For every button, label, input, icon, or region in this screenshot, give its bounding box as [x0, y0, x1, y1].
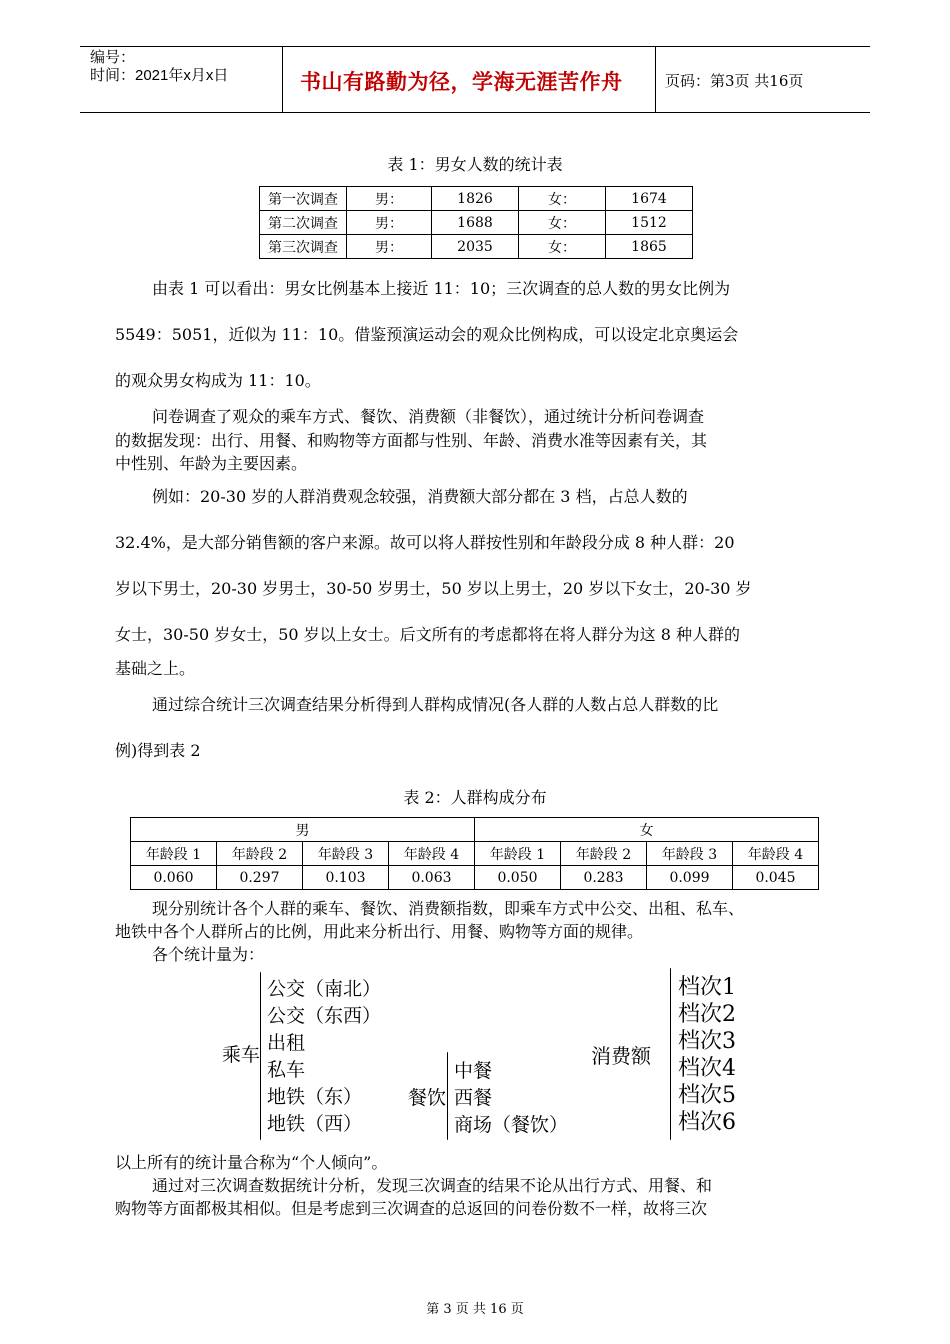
paragraph-line: 5549：5051，近似为 11：10。借鉴预演运动会的观众比例构成，可以设定北京奥运会 — [115, 325, 739, 344]
dining-item: 中餐 — [454, 1060, 493, 1082]
table-cell: 0.045 — [733, 866, 819, 890]
paragraph-line: 以上所有的统计量合称为“个人倾向”。 — [115, 1153, 388, 1172]
paragraph-line: 例如：20-30 岁的人群消费观念较强，消费额大部分都在 3 档，占总人数的 — [152, 487, 688, 506]
spending-grade: 档次6 — [678, 1110, 736, 1135]
spending-grade: 档次3 — [678, 1029, 736, 1054]
table-cell: 第一次调查 — [260, 187, 347, 211]
header-number: 编号： — [90, 49, 136, 66]
table-row — [260, 211, 693, 235]
paragraph-line: 地铁中各个人群所占的比例，用此来分析出行、用餐、购物等方面的规律。 — [115, 922, 644, 941]
table-header-cell: 年龄段 2 — [217, 842, 303, 866]
table1-caption: 表 1：男女人数的统计表 — [387, 155, 563, 174]
table-cell: 1826 — [432, 187, 519, 211]
table-cell: 0.099 — [647, 866, 733, 890]
table-cell: 2035 — [432, 235, 519, 259]
table-row — [131, 842, 819, 866]
transport-item: 公交（南北） — [267, 978, 382, 1000]
left-brace-icon — [260, 972, 261, 1140]
table-header-cell: 年龄段 4 — [733, 842, 819, 866]
table-cell: 第三次调查 — [260, 235, 347, 259]
header-top-rule — [80, 46, 870, 47]
transport-item: 出租 — [267, 1032, 306, 1054]
table-cell: 1674 — [606, 187, 693, 211]
table-cell: 0.283 — [561, 866, 647, 890]
table-cell: 0.103 — [303, 866, 389, 890]
paragraph-line: 现分别统计各个人群的乘车、餐饮、消费额指数，即乘车方式中公交、出租、私车、 — [152, 899, 745, 918]
spending-grade: 档次4 — [678, 1056, 736, 1081]
table-cell: 1512 — [606, 211, 693, 235]
table-cell: 1865 — [606, 235, 693, 259]
spending-grade: 档次2 — [678, 1002, 736, 1027]
table-cell: 女： — [519, 235, 606, 259]
dining-item: 西餐 — [454, 1087, 493, 1109]
transport-label: 乘车 — [222, 1044, 261, 1066]
header-divider — [282, 46, 283, 112]
table-cell: 0.050 — [475, 866, 561, 890]
paragraph-line: 购物等方面都极其相似。但是考虑到三次调查的总返回的问卷份数不一样，故将三次 — [115, 1199, 708, 1218]
table-cell: 0.063 — [389, 866, 475, 890]
transport-item: 私车 — [267, 1059, 306, 1081]
table-cell: 女： — [519, 211, 606, 235]
paragraph-line: 由表 1 可以看出：男女比例基本上接近 11：10；三次调查的总人数的男女比例为 — [152, 279, 731, 298]
table-row — [260, 187, 693, 211]
table-cell: 1688 — [432, 211, 519, 235]
table2-caption: 表 2：人群构成分布 — [403, 788, 547, 807]
dining-label: 餐饮 — [408, 1087, 447, 1109]
paragraph-line: 的数据发现：出行、用餐、和购物等方面都与性别、年龄、消费水准等因素有关，其 — [115, 431, 708, 450]
spending-grade: 档次5 — [678, 1083, 736, 1108]
table-row — [131, 866, 819, 890]
page-footer: 第 3 页 共 16 页 — [426, 1302, 524, 1317]
table-row — [131, 818, 819, 842]
paragraph-line: 岁以下男士，20-30 岁男士，30-50 岁男士，50 岁以上男士，20 岁以下女士，20-30 岁 — [115, 579, 752, 598]
table-cell: 男： — [347, 211, 432, 235]
table-header-cell: 年龄段 3 — [647, 842, 733, 866]
table-cell: 女： — [519, 187, 606, 211]
table-header-cell: 年龄段 1 — [475, 842, 561, 866]
table-header-cell: 年龄段 2 — [561, 842, 647, 866]
table-row — [260, 235, 693, 259]
table-header-cell: 年龄段 4 — [389, 842, 475, 866]
paragraph-line: 中性别、年龄为主要因素。 — [115, 454, 308, 473]
paragraph-line: 问卷调查了观众的乘车方式、餐饮、消费额（非餐饮），通过统计分析问卷调查 — [152, 407, 705, 426]
table-header-cell: 年龄段 1 — [131, 842, 217, 866]
header-page-info: 页码：第3页 共16页 — [665, 72, 804, 90]
transport-item: 地铁（东） — [267, 1086, 363, 1108]
spending-label: 消费额 — [591, 1044, 651, 1068]
paragraph-line: 各个统计量为： — [152, 945, 265, 964]
paragraph-line: 通过对三次调查数据统计分析，发现三次调查的结果不论从出行方式、用餐、和 — [152, 1176, 713, 1195]
table2 — [130, 817, 819, 890]
paragraph-line: 基础之上。 — [115, 659, 196, 678]
table1 — [259, 186, 693, 259]
paragraph-line: 例)得到表 2 — [115, 741, 201, 760]
header-motto: 书山有路勤为径，学海无涯苦作舟 — [300, 69, 623, 94]
header-divider — [655, 46, 656, 112]
left-brace-icon — [447, 1052, 448, 1140]
paragraph-line: 32.4%，是大部分销售额的客户来源。故可以将人群按性别和年龄段分成 8 种人群：20 — [115, 533, 735, 552]
paragraph-line: 女士，30-50 岁女士，50 岁以上女士。后文所有的考虑都将在将人群分为这 8 种人群的 — [115, 625, 741, 644]
table-header-cell: 年龄段 3 — [303, 842, 389, 866]
table-group-header: 男 — [131, 818, 475, 842]
table-group-header: 女 — [475, 818, 819, 842]
paragraph-line: 通过综合统计三次调查结果分析得到人群构成情况(各人群的人数占总人群数的比 — [152, 695, 719, 714]
table-cell: 第二次调查 — [260, 211, 347, 235]
left-brace-icon — [670, 968, 671, 1140]
header-date: 时间：2021年x月x日 — [90, 67, 229, 84]
table-cell: 男： — [347, 187, 432, 211]
dining-item: 商场（餐饮） — [454, 1114, 569, 1136]
paragraph-line: 的观众男女构成为 11：10。 — [115, 371, 321, 390]
transport-item: 公交（东西） — [267, 1005, 382, 1027]
table-cell: 0.060 — [131, 866, 217, 890]
spending-grade: 档次1 — [678, 975, 736, 1000]
table-cell: 男： — [347, 235, 432, 259]
transport-item: 地铁（西） — [267, 1113, 363, 1135]
table-cell: 0.297 — [217, 866, 303, 890]
header-bottom-rule — [80, 112, 870, 113]
